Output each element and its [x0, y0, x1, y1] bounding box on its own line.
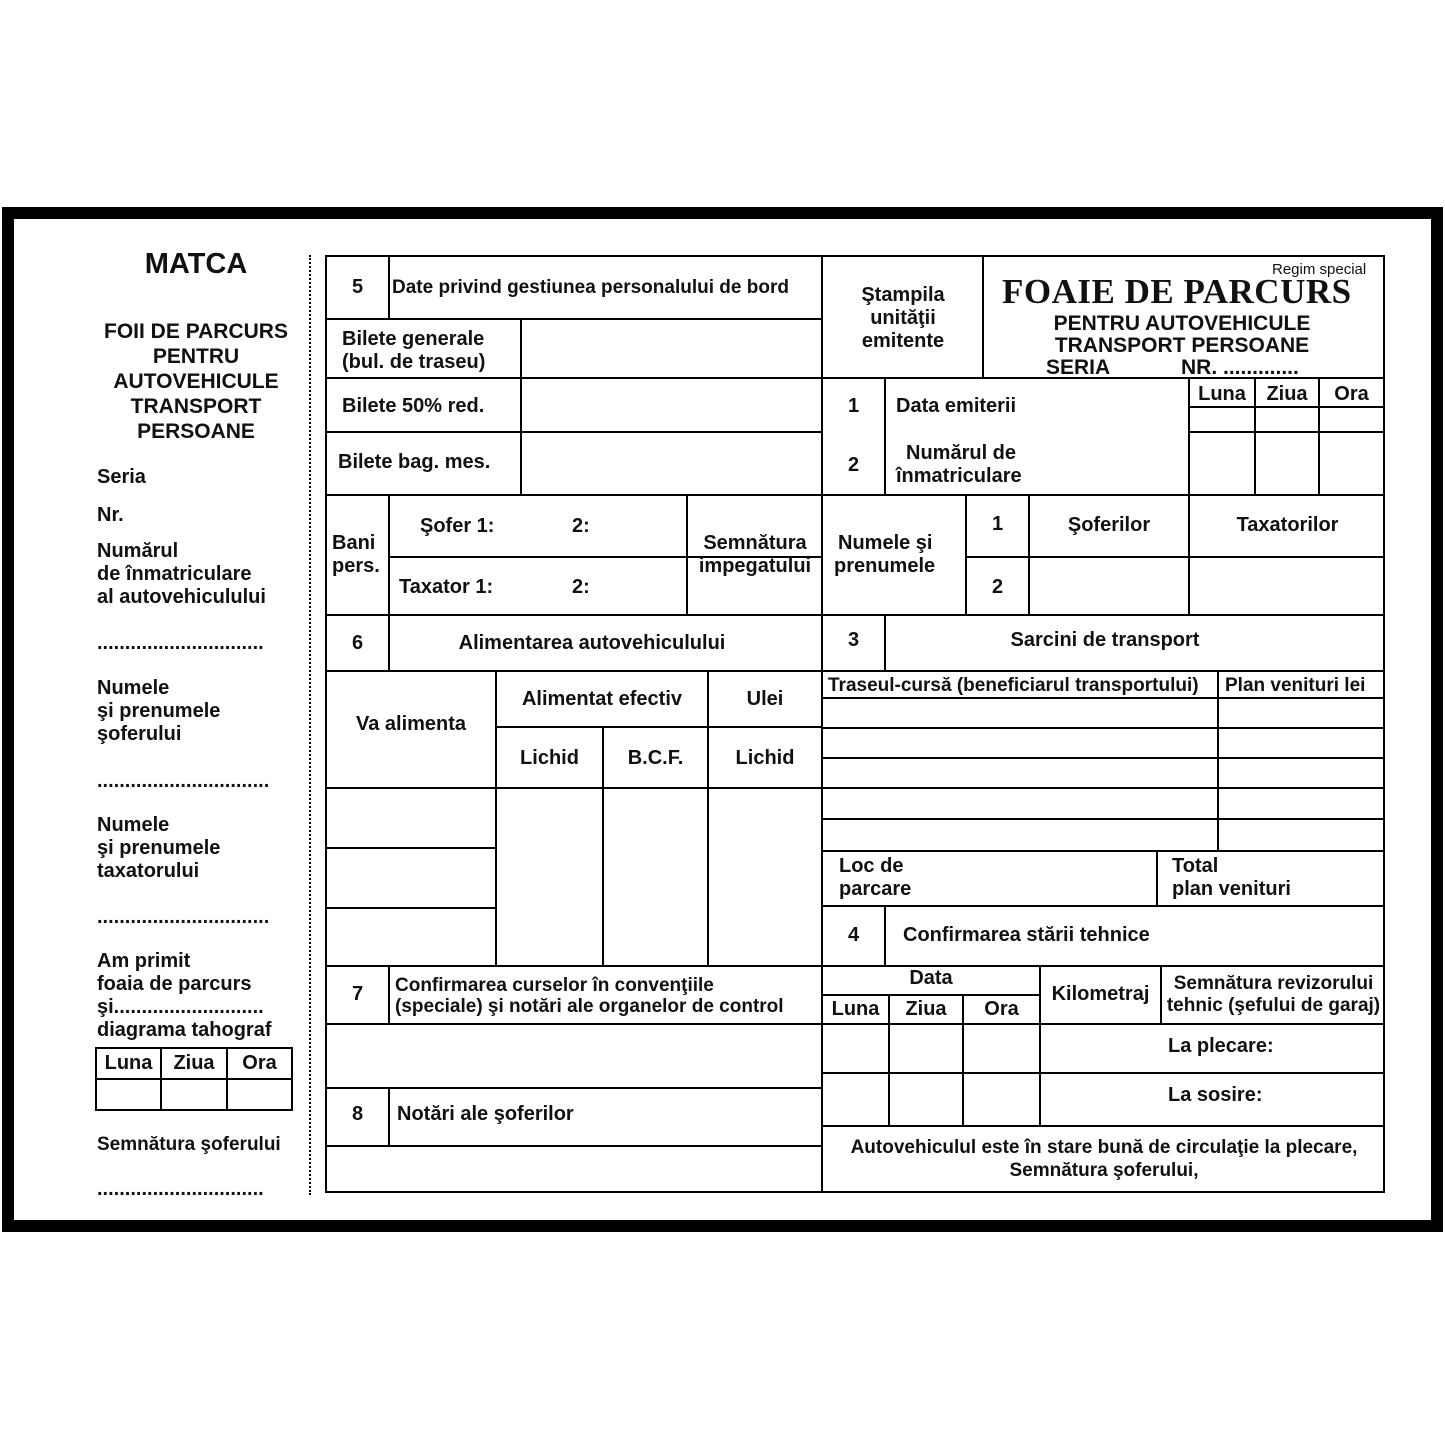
bilete-generale-label — [342, 328, 485, 374]
label-line: tehnic (şefului de garaj) — [1166, 995, 1381, 1016]
label-line: Numele — [97, 814, 170, 836]
label-line: Ştampila — [861, 284, 945, 306]
label-line: Bilete generale — [342, 328, 485, 350]
label-line: al autovehiculului — [97, 586, 266, 608]
label-line: Am primit — [97, 950, 191, 972]
grid-line — [325, 431, 822, 433]
stub-seria: Seria — [97, 466, 146, 488]
stub-nume-taxator — [97, 814, 220, 883]
sec7-number: 7 — [351, 983, 364, 1005]
grid-line — [325, 1087, 822, 1089]
tear-line — [309, 255, 311, 1195]
label-line: Confirmarea curselor în convenţiile — [395, 975, 714, 996]
row-2: 2 — [991, 576, 1004, 598]
grid-line — [325, 1023, 822, 1025]
semnatura-impegat-label — [688, 532, 822, 578]
stub-nume-sofer — [97, 677, 220, 746]
semnatura-revizor-label — [1162, 973, 1385, 1017]
label-line: parcare — [839, 878, 912, 900]
sec4-col-ora: Ora — [984, 998, 1019, 1020]
stub-dots-4[interactable]: .............................. — [97, 1178, 264, 1200]
label-line: (bul. de traseu) — [342, 351, 486, 373]
numele-prenumele-label — [834, 532, 935, 578]
data-label: Data — [909, 967, 953, 989]
grid-line — [822, 818, 1385, 820]
loc-parcare-label — [839, 855, 911, 901]
sec4-col-luna: Luna — [831, 998, 880, 1020]
sec8-title: Notări ale şoferilor — [397, 1103, 574, 1125]
stub-subtitle — [96, 319, 296, 444]
grid-line — [388, 255, 390, 318]
grid-line — [325, 1145, 822, 1147]
label-line: foaia de parcurs — [97, 973, 252, 995]
label-line: de înmatriculare — [97, 563, 252, 585]
grid-line — [884, 905, 886, 965]
label-line: pers. — [332, 555, 380, 577]
grid-line — [822, 1072, 1385, 1074]
sec8-number: 8 — [351, 1103, 364, 1125]
grid-line — [1188, 431, 1385, 433]
stub-dots-3[interactable]: ............................... — [97, 906, 270, 928]
traseu-label: Traseul-cursă (beneficiarul transportului) — [828, 675, 1199, 696]
stub-col-luna: Luna — [104, 1052, 153, 1074]
stare-buna-text — [823, 1136, 1385, 1182]
grid-line — [325, 965, 822, 967]
label-line: Autovehiculul este în stare bună de circulaţie la plecare, — [850, 1137, 1358, 1158]
col-ziua: Ziua — [1266, 383, 1308, 405]
stub-subtitle-line: AUTOVEHICULE — [113, 370, 279, 393]
label-line: Semnătura — [703, 532, 807, 554]
data-emiterii-label: Data emiterii — [896, 395, 1017, 417]
grid-line — [884, 377, 886, 494]
col-ora: Ora — [1334, 383, 1369, 405]
sec4-title: Confirmarea stării tehnice — [903, 924, 1150, 946]
grid-line — [1028, 494, 1030, 614]
stub-title: MATCA — [144, 248, 248, 280]
stub-am-primit — [97, 950, 271, 1042]
label-line: Numărul de — [906, 442, 1017, 464]
sec6-number: 6 — [351, 632, 364, 654]
grid-line — [325, 787, 822, 789]
grid-line — [707, 670, 709, 965]
ulei-label: Ulei — [746, 688, 784, 710]
stub-col-ora: Ora — [242, 1052, 277, 1074]
grid-line — [495, 670, 497, 965]
grid-line — [822, 850, 1385, 852]
sec2-number: 2 — [847, 454, 860, 476]
sec5-title: Date privind gestiunea personalului de bord — [392, 277, 789, 298]
stub-subtitle-line: TRANSPORT — [130, 395, 262, 418]
grid-line — [325, 847, 495, 849]
bcf-label: B.C.F. — [627, 747, 684, 769]
sec3-title: Sarcini de transport — [1010, 629, 1200, 651]
grid-line — [388, 494, 390, 614]
label-line: (speciale) şi notări ale organelor de control — [395, 996, 784, 1017]
ulei-lichid-label: Lichid — [735, 747, 795, 769]
grid-line — [822, 1125, 1385, 1127]
form-subtitle-2: TRANSPORT PERSOANE — [1054, 334, 1310, 357]
label-line: Numărul — [97, 540, 179, 562]
grid-line — [325, 614, 1385, 616]
grid-line — [1217, 670, 1219, 850]
grid-line — [822, 905, 1385, 907]
grid-line — [388, 965, 390, 1023]
taxator1-label: Taxator 1: — [399, 576, 494, 598]
form-subtitle-1: PENTRU AUTOVEHICULE — [1053, 312, 1311, 335]
stampila — [823, 284, 983, 353]
bani-pers-label — [332, 532, 380, 578]
label-line: şi prenumele — [97, 700, 221, 722]
label-line: prenumele — [834, 555, 936, 577]
label-line: Total — [1172, 855, 1219, 877]
form-nr[interactable]: NR. ............. — [1181, 356, 1299, 379]
bilete-50-label: Bilete 50% red. — [342, 395, 485, 417]
label-line: Numele şi — [838, 532, 933, 554]
grid-line — [325, 494, 1385, 496]
alimentat-efectiv-label: Alimentat efectiv — [521, 688, 683, 710]
label-line: şi prenumele — [97, 837, 221, 859]
sofer1-label: Şofer 1: — [420, 515, 495, 537]
grid-line — [1188, 377, 1190, 614]
form-title: FOAIE DE PARCURS — [1002, 272, 1352, 311]
col-luna: Luna — [1198, 383, 1246, 405]
label-line: emitente — [861, 330, 945, 352]
grid-line — [822, 1023, 1385, 1025]
sec5-number: 5 — [351, 276, 364, 298]
label-line: înmatriculare — [896, 465, 1022, 487]
grid-line — [1156, 850, 1158, 905]
grid-line — [325, 907, 495, 909]
stub-col-ziua: Ziua — [173, 1052, 215, 1074]
lichid-label: Lichid — [520, 747, 579, 769]
sofer2-label: 2: — [572, 515, 590, 537]
form-seria: SERIA — [1046, 356, 1111, 379]
stub-dots-1[interactable]: .............................. — [97, 632, 264, 654]
label-line: unităţii — [870, 307, 936, 329]
label-line: impegatului — [698, 555, 812, 577]
label-line: plan venituri — [1172, 878, 1291, 900]
grid-line — [822, 757, 1385, 759]
grid-line — [1188, 406, 1385, 408]
label-line: Semnătura şoferului, — [1009, 1160, 1199, 1181]
stub-semnatura: Semnătura şoferului — [97, 1134, 281, 1155]
col-taxatorilor: Taxatorilor — [1236, 514, 1339, 536]
label-line: Bani — [332, 532, 376, 554]
label-line: şi........................... — [97, 996, 264, 1018]
sec3-number: 3 — [847, 629, 860, 651]
grid-line — [822, 697, 1385, 699]
label-line: taxatorului — [97, 860, 200, 882]
nr-inmatriculare-label — [896, 442, 1022, 488]
sec7-title — [395, 975, 784, 1017]
stub-table-divider — [95, 1078, 293, 1080]
kilometraj-label: Kilometraj — [1051, 983, 1150, 1005]
stub-nr-inmatriculare — [97, 540, 266, 609]
label-line: Loc de — [839, 855, 904, 877]
grid-line — [325, 670, 1385, 672]
grid-line — [822, 994, 1040, 996]
stub-nr: Nr. — [97, 504, 124, 526]
grid-line — [325, 318, 822, 320]
regim-special: Regim special — [1272, 261, 1367, 278]
sec6-title: Alimentarea autovehiculului — [458, 632, 726, 654]
grid-line — [496, 726, 822, 728]
grid-line — [822, 727, 1385, 729]
la-plecare-label: La plecare: — [1168, 1035, 1274, 1057]
stub-subtitle-line: PENTRU — [152, 345, 240, 368]
grid-line — [822, 787, 1385, 789]
stub-subtitle-line: FOII DE PARCURS — [104, 320, 288, 343]
label-line: Numele — [97, 677, 170, 699]
grid-line — [388, 1087, 390, 1145]
label-line: şoferului — [97, 723, 182, 745]
label-line: Semnătura revizorului — [1173, 973, 1374, 994]
sec4-number: 4 — [847, 924, 860, 946]
bilete-bag-label: Bilete bag. mes. — [338, 451, 491, 473]
stub-dots-2[interactable]: ............................... — [97, 770, 270, 792]
total-plan-label — [1172, 855, 1291, 901]
sec1-number: 1 — [847, 395, 860, 417]
la-sosire-label: La sosire: — [1168, 1084, 1263, 1106]
stub-subtitle-line: PERSOANE — [137, 420, 255, 443]
plan-venituri-label: Plan venituri lei — [1225, 675, 1366, 696]
grid-line — [520, 318, 522, 494]
row-1: 1 — [991, 513, 1004, 535]
label-line: diagrama tahograf — [97, 1019, 272, 1041]
va-alimenta-label: Va alimenta — [355, 713, 467, 735]
taxator2-label: 2: — [572, 576, 590, 598]
sec4-col-ziua: Ziua — [905, 998, 947, 1020]
col-soferilor: Şoferilor — [1067, 514, 1151, 536]
